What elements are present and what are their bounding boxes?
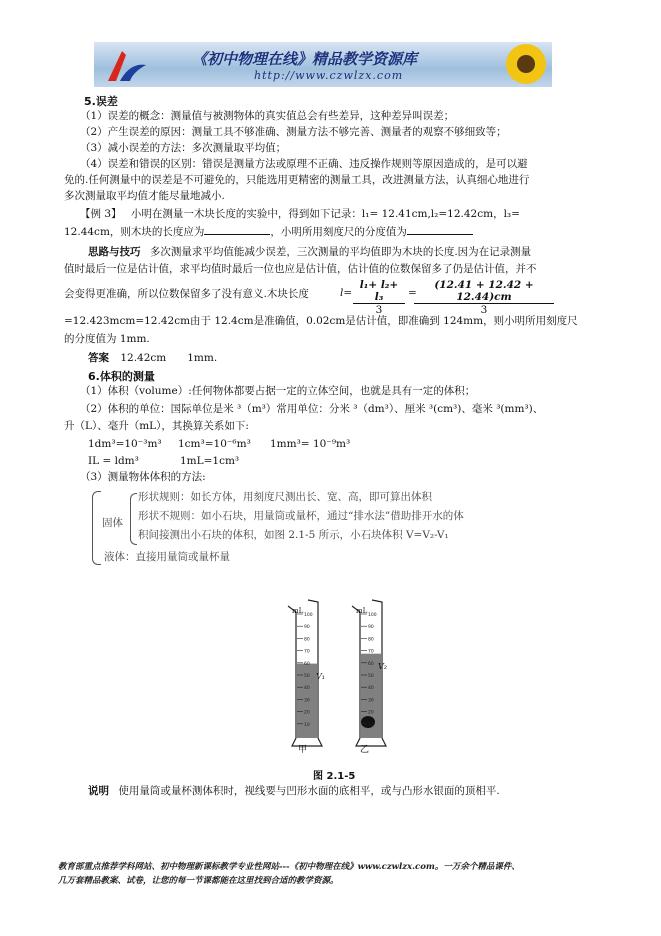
answer-text: 12.42cm 1mm. xyxy=(120,352,218,364)
example-3-question-part-b: ，小明所用刻度尺的分度值为 xyxy=(270,226,407,238)
tip-line-1 xyxy=(88,245,531,260)
example-3-question: 小明在测量一木块长度的实验中，得到如下记录：l₁= 12.41cm,l₂=12.42cm，l₃= xyxy=(130,208,520,220)
scale-tick-label: 100 xyxy=(368,613,377,618)
graduated-cylinders-figure xyxy=(270,596,410,760)
scale-tick-label: 90 xyxy=(304,625,310,631)
cylinder-right xyxy=(352,600,386,746)
summary-irregular-shape-cont: 积间接测出小石块的体积，如图 2.1-5 所示，小石块体积 V=V₂-V₁ xyxy=(138,529,449,541)
scale-tick-label: 70 xyxy=(304,649,310,655)
tip-line-2: 值时最后一位是估计值，求平均值时最后一位也应是估计值，估计值的位数保留多了仍是估计值，并不 xyxy=(64,263,537,275)
fraction-numerator-numeric: (12.41 + 12.42 + 12.44)cm xyxy=(414,279,554,304)
scale-tick-label: 30 xyxy=(368,698,374,704)
summary-solid-label: 固体 xyxy=(102,517,123,529)
answer-blank-division[interactable] xyxy=(407,223,473,235)
scale-tick-label: 10 xyxy=(368,722,374,728)
example-3-label: 【例 3】 xyxy=(80,208,122,220)
note-line xyxy=(88,784,500,799)
banner-url: http://www.czwlzx.com xyxy=(254,69,404,82)
volume-method-summary xyxy=(92,487,532,569)
scale-tick-label: 50 xyxy=(304,674,310,679)
banner-title: 《初中物理在线》精品教学资源库 xyxy=(192,50,418,68)
scale-tick-label: 90 xyxy=(368,625,374,631)
outer-brace xyxy=(92,491,101,565)
scale-tick-label: 80 xyxy=(368,637,374,643)
unit-left: mL xyxy=(292,607,304,615)
figure-caption: 图 2.1-5 xyxy=(313,771,356,782)
sunflower-icon xyxy=(498,42,552,87)
unit-right: mL xyxy=(356,607,368,615)
scale-tick-label: 40 xyxy=(304,686,310,692)
conversion-cm3: 1cm³=10⁻⁶m³ xyxy=(178,438,251,450)
label-v2: V₂ xyxy=(378,662,387,671)
formula-fraction-symbolic xyxy=(353,279,405,316)
tip-line-4: =12.423mcm=12.42cm由于 12.4cm是准确值，0.02cm是估计值，即准确到 124mm，则小明所用刻度尺 xyxy=(64,315,578,327)
section-5-line-4c: 多次测量取平均值才能尽量地减小. xyxy=(64,190,225,202)
scale-tick-label: 40 xyxy=(368,686,374,692)
section-5-line-3: （3）减小误差的方法：多次测量取平均值； xyxy=(80,142,287,154)
example-3-question-line-1 xyxy=(80,207,520,222)
section-5-heading: 5.误差 xyxy=(84,95,118,108)
example-3-question-part-a: 12.44cm，则木块的长度应为 xyxy=(64,226,205,238)
section-5-line-4a: （4）误差和错误的区别：错误是测量方法或原理不正确、违反操作规则等原因造成的，是可以避 xyxy=(80,158,528,170)
section-5-line-1: （1）误差的概念：测量值与被测物体的真实值总会有些差异，这种差异叫误差； xyxy=(80,110,455,122)
label-right-cylinder: 乙 xyxy=(360,745,370,755)
conversion-ml: 1mL=1cm³ xyxy=(180,455,240,467)
header-banner xyxy=(94,42,552,87)
answer-blank-length[interactable] xyxy=(204,223,270,235)
answer-line xyxy=(88,351,217,366)
scale-tick-label: 20 xyxy=(368,710,374,716)
length-variable: l= xyxy=(340,287,353,299)
section-5-line-2: （2）产生误差的原因：测量工具不够准确、测量方法不够完善、测量者的观察不够细致等； xyxy=(80,126,507,138)
section-6-heading: 6.体积的测量 xyxy=(88,370,155,383)
conversion-dm3: 1dm³=10⁻³m³ xyxy=(88,438,162,450)
example-3-question-line-2 xyxy=(64,223,473,240)
summary-regular-shape: 形状规则：如长方体，用刻度尺测出长、宽、高，即可算出体积 xyxy=(138,491,432,503)
tip-label: 思路与技巧 xyxy=(88,246,141,258)
label-v1: V₁ xyxy=(316,672,325,681)
answer-label: 答案 xyxy=(88,352,109,364)
section-6-line-2a: （2）体积的单位：国际单位是米 ³（m³）常用单位：分米 ³（dm³）、厘米 ³(cm³)、毫米 ³(mm³)、 xyxy=(80,403,544,415)
footer-line-1: 教育部重点推荐学科网站、初中物理新课标教学专业性网站---《初中物理在线》www.czwlzx.com。一万余个精品课件、 xyxy=(58,862,520,872)
scale-tick-label: 80 xyxy=(304,637,310,643)
formula-fraction-numeric xyxy=(414,279,554,316)
scale-tick-label: 30 xyxy=(304,698,310,704)
site-logo-icon xyxy=(100,45,150,85)
section-6-line-1: （1）体积（volume）:任何物体都要占据一定的立体空间，也就是具有一定的体积； xyxy=(80,385,476,397)
conversion-litre: IL = ldm³ xyxy=(88,455,139,467)
scale-tick-label: 50 xyxy=(368,674,374,679)
summary-irregular-shape: 形状不规则：如小石块，用量筒或量杯，通过“排水法”借助排开水的体 xyxy=(138,510,464,522)
scale-tick-label: 70 xyxy=(368,649,374,655)
equals-sign: = xyxy=(408,287,417,299)
solid-brace xyxy=(130,493,137,545)
fraction-denominator-symbolic: 3 xyxy=(375,304,383,316)
tip-line-5: 的分度值为 1mm. xyxy=(64,333,150,345)
footer-line-2: 几万套精品教案、试卷，让您的每一节课都能在这里找到合适的教学资源。 xyxy=(58,876,339,886)
note-label: 说明 xyxy=(88,785,109,797)
label-left-cylinder: 甲 xyxy=(298,745,308,755)
scale-tick-label: 20 xyxy=(304,710,310,716)
scale-tick-label: 10 xyxy=(304,722,310,728)
section-6-line-2b: 升（L）、毫升（mL），其换算关系如下: xyxy=(64,420,249,432)
tip-text-1: 多次测量求平均值能减少误差，三次测量的平均值即为木块的长度.因为在记录测量 xyxy=(149,246,532,258)
tip-line-3: 会变得更准确，所以位数保留多了没有意义.木块长度 xyxy=(64,288,309,300)
summary-liquid: 液体：直接用量筒或量杯量 xyxy=(104,551,230,563)
note-text: 使用量筒或量杯测体积时，视线要与凹形水面的底相平，或与凸形水银面的顶相平. xyxy=(118,785,500,797)
scale-tick-label: 60 xyxy=(368,661,374,667)
fraction-numerator-symbolic: l₁+ l₂+ l₃ xyxy=(353,279,405,304)
section-5-line-4b: 免的.任何测量中的误差是不可避免的，只能选用更精密的测量工具，改进测量方法，认真细心地进行 xyxy=(64,174,530,186)
conversion-mm3: 1mm³= 10⁻⁹m³ xyxy=(270,438,351,450)
page-footer xyxy=(58,860,520,888)
scale-tick-label: 60 xyxy=(304,661,310,667)
scale-tick-label: 100 xyxy=(304,613,313,618)
fraction-denominator-numeric: 3 xyxy=(480,304,488,316)
section-6-line-3: （3）测量物体体积的方法: xyxy=(80,471,206,483)
